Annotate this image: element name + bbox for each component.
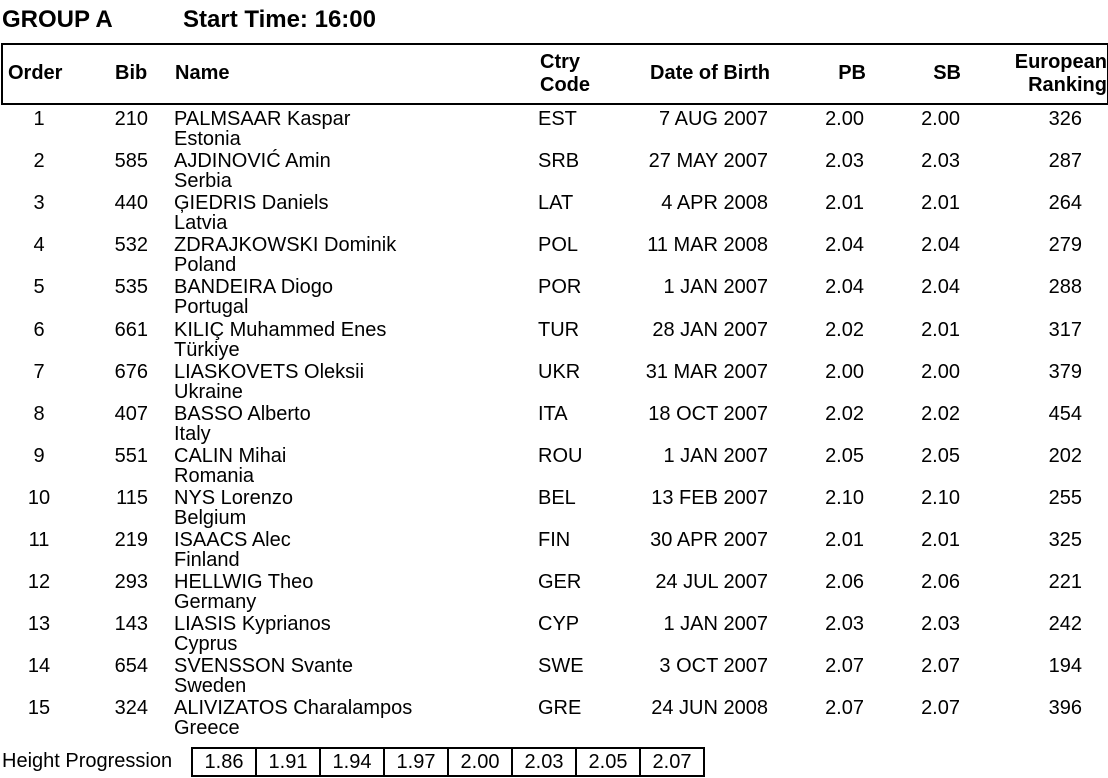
country-code-cell: ROU — [538, 444, 583, 467]
date-of-birth-cell: 1 JAN 2007 — [663, 613, 768, 636]
height-box: 1.97 — [385, 749, 449, 775]
season-best-cell: 2.03 — [921, 150, 960, 173]
athlete-name: ISAACS Alec — [174, 529, 291, 551]
table-row — [0, 697, 1108, 739]
european-ranking-cell: 264 — [1048, 192, 1082, 215]
table-row — [0, 361, 1108, 403]
table-row — [0, 655, 1108, 697]
height-box: 2.05 — [577, 749, 641, 775]
athlete-name: KILIÇ Muhammed Enes — [174, 318, 387, 341]
date-of-birth-cell: 27 MAY 2007 — [648, 150, 768, 173]
bib-cell: 440 — [114, 192, 148, 215]
european-ranking-cell: 287 — [1048, 150, 1082, 173]
personal-best-cell: 2.07 — [825, 697, 864, 720]
group-header — [0, 6, 1108, 38]
date-of-birth-cell: 1 JAN 2007 — [663, 444, 768, 467]
personal-best-cell: 2.01 — [825, 529, 864, 551]
bib-cell: 676 — [114, 360, 148, 383]
bib-cell: 535 — [114, 276, 148, 299]
season-best-cell: 2.05 — [921, 444, 960, 467]
country-code-cell: FIN — [538, 529, 571, 551]
athlete-country: Latvia — [174, 212, 228, 235]
european-ranking-cell: 221 — [1048, 571, 1082, 594]
date-of-birth-cell: 30 APR 2007 — [650, 529, 768, 551]
order-cell: 9 — [33, 444, 45, 467]
athlete-name: BANDEIRA Diogo — [174, 276, 333, 299]
season-best-cell: 2.01 — [921, 529, 960, 551]
group-title: GROUP A — [2, 6, 113, 33]
athlete-name: ZDRAJKOWSKI Dominik — [174, 234, 397, 257]
country-code-cell: EST — [538, 108, 577, 130]
country-code-cell: SWE — [538, 655, 584, 678]
height-progression-label: Height Progression — [2, 750, 173, 772]
start-time: Start Time: 16:00 — [183, 6, 376, 33]
bib-cell: 219 — [114, 529, 148, 551]
table-row — [0, 445, 1108, 487]
bib-cell: 210 — [114, 108, 148, 130]
date-of-birth-cell: 7 AUG 2007 — [659, 108, 768, 130]
athlete-country: Portugal — [174, 296, 249, 319]
european-ranking-cell: 242 — [1048, 613, 1082, 636]
column-header-name: Name — [175, 62, 230, 84]
athlete-name: CALIN Mihai — [174, 444, 287, 467]
bib-cell: 324 — [114, 697, 148, 720]
height-box: 2.03 — [513, 749, 577, 775]
bib-cell: 532 — [114, 234, 148, 257]
european-ranking-cell: 288 — [1048, 276, 1082, 299]
athlete-country: Italy — [174, 422, 211, 445]
athlete-country: Finland — [174, 549, 240, 571]
date-of-birth-cell: 11 MAR 2008 — [647, 234, 768, 257]
personal-best-cell: 2.00 — [825, 360, 864, 383]
table-row — [0, 613, 1108, 655]
country-code-cell: POR — [538, 276, 582, 299]
european-ranking-cell: 326 — [1048, 108, 1082, 130]
athlete-country: Estonia — [174, 128, 241, 150]
athlete-country: Romania — [174, 464, 255, 487]
season-best-cell: 2.01 — [921, 192, 960, 215]
bib-cell: 585 — [114, 150, 148, 173]
athlete-name: PALMSAAR Kaspar — [174, 108, 351, 130]
bib-cell: 115 — [116, 486, 148, 509]
country-code-cell: TUR — [538, 318, 580, 341]
athlete-name: AJDINOVIĆ Amin — [174, 150, 331, 173]
bib-cell: 551 — [114, 444, 148, 467]
column-header-european-ranking — [963, 51, 1107, 97]
date-of-birth-cell: 3 OCT 2007 — [659, 655, 768, 678]
height-box: 1.91 — [257, 749, 321, 775]
table-row — [0, 150, 1108, 192]
order-cell: 8 — [33, 402, 45, 425]
athlete-country: Greece — [174, 717, 240, 740]
order-cell: 12 — [27, 571, 51, 594]
bib-cell: 293 — [114, 571, 148, 594]
table-row — [0, 108, 1108, 150]
table-header — [1, 43, 1108, 105]
bib-cell: 143 — [114, 613, 148, 636]
date-of-birth-cell: 18 OCT 2007 — [648, 402, 768, 425]
height-box: 1.94 — [321, 749, 385, 775]
column-header-ranking: Ranking — [1028, 74, 1107, 96]
order-cell: 15 — [27, 697, 51, 720]
personal-best-cell: 2.02 — [825, 402, 864, 425]
date-of-birth-cell: 13 FEB 2007 — [651, 486, 768, 509]
bib-cell: 654 — [114, 655, 148, 678]
european-ranking-cell: 202 — [1048, 444, 1082, 467]
athlete-country: Germany — [174, 591, 257, 614]
european-ranking-cell: 454 — [1048, 402, 1082, 425]
european-ranking-cell: 317 — [1048, 318, 1082, 341]
column-header-bib: Bib — [115, 62, 148, 84]
date-of-birth-cell: 4 APR 2008 — [661, 192, 768, 215]
date-of-birth-cell: 31 MAR 2007 — [645, 360, 768, 383]
european-ranking-cell: 279 — [1048, 234, 1082, 257]
european-ranking-cell: 194 — [1048, 655, 1082, 678]
athlete-name: HELLWIG Theo — [174, 571, 314, 594]
table-row — [0, 571, 1108, 613]
height-progression-boxes — [191, 747, 705, 777]
date-of-birth-cell: 24 JUL 2007 — [655, 571, 768, 594]
order-cell: 13 — [27, 613, 51, 636]
athlete-country: Sweden — [174, 675, 247, 698]
athlete-country: Serbia — [174, 170, 232, 193]
order-cell: 2 — [33, 150, 45, 173]
season-best-cell: 2.00 — [921, 360, 960, 383]
height-box: 1.86 — [193, 749, 257, 775]
season-best-cell: 2.01 — [921, 318, 960, 341]
season-best-cell: 2.10 — [921, 486, 960, 509]
athlete-name: ĢIEDRIS Daniels — [174, 192, 329, 215]
country-code-cell: GRE — [538, 697, 582, 720]
date-of-birth-cell: 24 JUN 2008 — [651, 697, 768, 720]
table-row — [0, 234, 1108, 276]
column-header-sb: SB — [933, 62, 961, 84]
order-cell: 5 — [33, 276, 45, 299]
height-box: 2.07 — [641, 749, 705, 775]
height-box: 2.00 — [449, 749, 513, 775]
country-code-cell: UKR — [538, 360, 581, 383]
date-of-birth-cell: 1 JAN 2007 — [663, 276, 768, 299]
column-header-order: Order — [8, 62, 63, 84]
personal-best-cell: 2.01 — [825, 192, 864, 215]
column-header-code: Code — [540, 74, 590, 96]
european-ranking-cell: 325 — [1048, 529, 1082, 551]
season-best-cell: 2.04 — [921, 276, 960, 299]
athlete-name: ALIVIZATOS Charalampos — [174, 697, 413, 720]
athlete-country: Cyprus — [174, 633, 238, 656]
bib-cell: 407 — [114, 402, 148, 425]
athlete-country: Belgium — [174, 506, 247, 529]
column-header-ctry-code — [540, 51, 590, 97]
personal-best-cell: 2.07 — [825, 655, 864, 678]
country-code-cell: SRB — [538, 150, 580, 173]
personal-best-cell: 2.06 — [825, 571, 864, 594]
season-best-cell: 2.07 — [921, 655, 960, 678]
season-best-cell: 2.07 — [921, 697, 960, 720]
season-best-cell: 2.04 — [921, 234, 960, 257]
personal-best-cell: 2.02 — [825, 318, 864, 341]
column-header-pb: PB — [838, 62, 866, 84]
country-code-cell: CYP — [538, 613, 580, 636]
order-cell: 14 — [27, 655, 51, 678]
athlete-country: Ukraine — [174, 380, 243, 403]
table-row — [0, 319, 1108, 361]
date-of-birth-cell: 28 JAN 2007 — [652, 318, 768, 341]
personal-best-cell: 2.00 — [825, 108, 864, 130]
season-best-cell: 2.03 — [921, 613, 960, 636]
order-cell: 1 — [33, 108, 45, 130]
column-header-ctry: Ctry — [540, 51, 581, 73]
column-header-european: European — [1014, 51, 1107, 73]
european-ranking-cell: 255 — [1048, 486, 1082, 509]
european-ranking-cell: 396 — [1048, 697, 1082, 720]
order-cell: 7 — [33, 360, 45, 383]
table-row — [0, 487, 1108, 529]
table-row — [0, 529, 1108, 571]
table-row — [0, 192, 1108, 234]
personal-best-cell: 2.03 — [825, 613, 864, 636]
order-cell: 6 — [33, 318, 45, 341]
athlete-name: SVENSSON Svante — [174, 655, 353, 678]
athlete-name: LIASKOVETS Oleksii — [174, 360, 365, 383]
personal-best-cell: 2.04 — [825, 276, 864, 299]
athlete-name: LIASIS Kyprianos — [174, 613, 331, 636]
athlete-name: NYS Lorenzo — [174, 486, 293, 509]
athlete-country: Poland — [174, 254, 237, 277]
personal-best-cell: 2.03 — [825, 150, 864, 173]
athlete-name: BASSO Alberto — [174, 402, 311, 425]
season-best-cell: 2.00 — [921, 108, 960, 130]
season-best-cell: 2.02 — [921, 402, 960, 425]
table-row — [0, 403, 1108, 445]
country-code-cell: ITA — [538, 402, 568, 425]
personal-best-cell: 2.10 — [825, 486, 864, 509]
personal-best-cell: 2.04 — [825, 234, 864, 257]
country-code-cell: GER — [538, 571, 582, 594]
bib-cell: 661 — [114, 318, 148, 341]
order-cell: 10 — [27, 486, 51, 509]
order-cell: 4 — [33, 234, 45, 257]
athlete-country: Türkiye — [174, 338, 240, 361]
country-code-cell: LAT — [538, 192, 574, 215]
european-ranking-cell: 379 — [1048, 360, 1082, 383]
country-code-cell: BEL — [538, 486, 576, 509]
order-cell: 11 — [28, 529, 50, 551]
country-code-cell: POL — [538, 234, 579, 257]
personal-best-cell: 2.05 — [825, 444, 864, 467]
season-best-cell: 2.06 — [921, 571, 960, 594]
table-row — [0, 276, 1108, 318]
order-cell: 3 — [33, 192, 45, 215]
column-header-dob: Date of Birth — [650, 62, 770, 84]
